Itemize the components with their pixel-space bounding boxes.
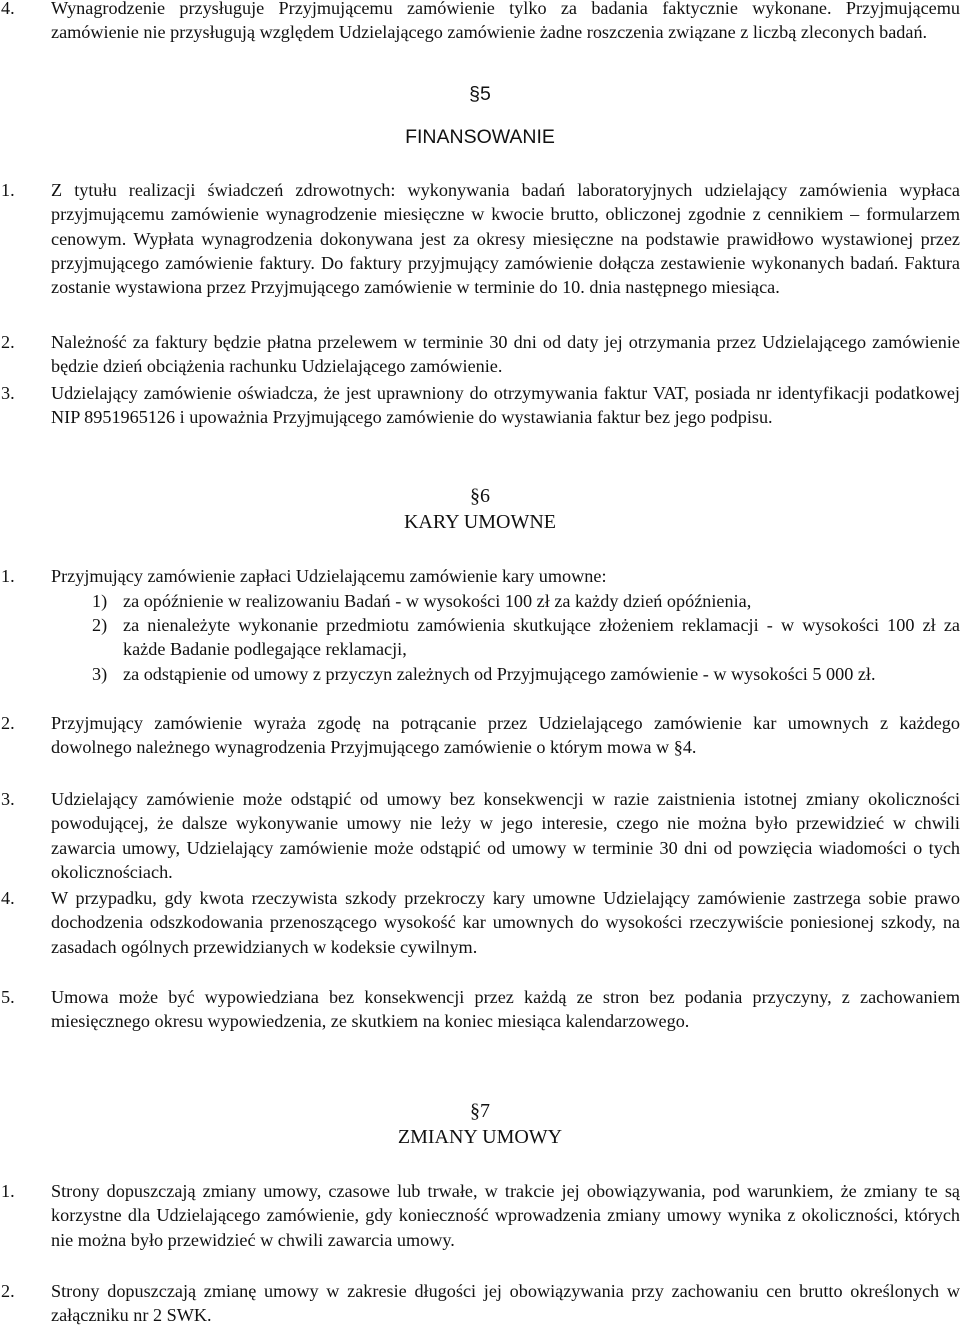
subitem-text: za odstąpienie od umowy z przyczyn zależnych od Przyjmującego zamówienie - w wysokości 5 000 zł. <box>123 664 876 684</box>
item-text: Przyjmujący zamówienie zapłaci Udzielającemu zamówienie kary umowne: <box>51 566 607 586</box>
item-text: Należność za faktury będzie płatna przelewem w terminie 30 dni od daty jej otrzymania przez Udzielającego zamówienie będzie dzień obciążenia rachunku Udzielającego zamówienie. <box>51 332 960 377</box>
section-mark-5: §5 <box>469 83 491 105</box>
item-text: Strony dopuszczają zmianę umowy w zakresie długości jej obowiązywania przy zachowaniu cen brutto określonych w załączniku nr 2 SWK. <box>51 1281 960 1326</box>
item-number: 5. <box>1 987 15 1007</box>
item-number: 4. <box>1 0 15 18</box>
item-number: 2. <box>1 1281 15 1301</box>
paragraph-s5-item2 <box>0 330 960 379</box>
item-number: 1. <box>1 180 15 200</box>
paragraph-s7-item2 <box>0 1279 960 1328</box>
item-text: Z tytułu realizacji świadczeń zdrowotnych: wykonywania badań laboratoryjnych udzielający zamówienia wypłaca przyjmującemu zamówienie wynagrodzenie miesięczne w kwocie brutto, obliczonej zgodnie z cennikiem – formularzem cenowym. Wypłata wynagrodzenia dokonywana jest za okresy miesięczne na podstawie prawidłowo wystawionej przez przyjmującego zamówienie faktury. Do faktury przyjmujący zamówienie dołącza zestawienie wykonanych badań. Faktura zostanie wystawiona przez Przyjmującego zamówienie w terminie do 10. dnia następnego miesiąca. <box>51 180 960 298</box>
section-title-6: KARY UMOWNE <box>403 511 557 533</box>
paragraph-s6-item2 <box>0 711 960 760</box>
section-mark-6: §6 <box>470 485 490 507</box>
paragraph-s5-item1 <box>0 178 960 299</box>
subitem-text: za nienależyte wykonanie przedmiotu zamówienia skutkujące złożeniem reklamacji - w wysokości 100 zł za każde Badanie podlegające reklamacji, <box>123 615 960 660</box>
paragraph-s7-item1 <box>0 1179 960 1252</box>
item-text: Wynagrodzenie przysługuje Przyjmującemu zamówienie tylko za badania faktycznie wykonane. Przyjmującemu zamówienie nie przysługują względem Udzielającego zamówienie żadne roszczenia związane z liczbą zleconych badań. <box>51 0 960 43</box>
subitem-text: za opóźnienie w realizowaniu Badań - w wysokości 100 zł za każdy dzień opóźnienia, <box>123 591 752 611</box>
item-number: 4. <box>1 888 15 908</box>
subitem-number: 1) <box>92 591 108 611</box>
item-text: W przypadku, gdy kwota rzeczywista szkody przekroczy kary umowne Udzielający zamówienie zastrzega sobie prawo dochodzenia odszkodowania przenoszącego wysokość kar umownych do wysokości rzeczywiście poniesionej szkody, na zasadach ogólnych przewidzianych w kodeksie cywilnym. <box>51 888 960 957</box>
paragraph-s6-item5 <box>0 985 960 1034</box>
subitem-number: 2) <box>92 615 108 635</box>
paragraph-s6-item3 <box>0 787 960 884</box>
section-mark-7: §7 <box>470 1100 490 1122</box>
item-number: 1. <box>1 1181 15 1201</box>
paragraph-s5-item3 <box>0 381 960 430</box>
item-text: Strony dopuszczają zmiany umowy, czasowe lub trwałe, w trakcie jej obowiązywania, pod warunkiem, że zmiany te są korzystne dla Udzielającego zamówienie, gdy konieczność wprowadzenia zmiany umowy wynika z okoliczności, których nie można było przewidzieć w chwili zawarcia umowy. <box>51 1181 960 1250</box>
item-number: 3. <box>1 789 15 809</box>
subitem-1 <box>92 589 960 613</box>
item-number: 1. <box>1 566 15 586</box>
paragraph-s6-item4 <box>0 886 960 959</box>
subitem-3 <box>92 662 960 686</box>
item-number: 2. <box>1 332 15 352</box>
item-number: 2. <box>1 713 15 733</box>
paragraph-s6-item1 <box>0 564 960 588</box>
item-text: Umowa może być wypowiedziana bez konsekwencji przez każdą ze stron bez podania przyczyny, z zachowaniem miesięcznego okresu wypowiedzenia, ze skutkiem na koniec miesiąca kalendarzowego. <box>51 987 960 1032</box>
section-title-5: FINANSOWANIE <box>405 126 555 148</box>
paragraph-s4-item4 <box>0 0 960 45</box>
item-text: Udzielający zamówienie może odstąpić od umowy bez konsekwencji w razie zaistnienia istotnej zmiany okoliczności powodującej, że dalsze wykonywanie umowy nie leży w jego interesie, czego nie można było przewidzieć w chwili zawarcia umowy, Udzielający zamówienie może odstąpić od umowy w terminie 30 dni od powzięcia wiadomości o tych okolicznościach. <box>51 789 960 882</box>
subitem-2 <box>92 613 960 662</box>
section-title-7: ZMIANY UMOWY <box>397 1126 563 1148</box>
item-text: Udzielający zamówienie oświadcza, że jest uprawniony do otrzymywania faktur VAT, posiada nr identyfikacji podatkowej NIP 8951965126 i upoważnia Przyjmującego zamówienie do wystawiania faktur bez jego podpisu. <box>51 383 960 428</box>
subitem-number: 3) <box>92 664 108 684</box>
item-text: Przyjmujący zamówienie wyraża zgodę na potrącanie przez Udzielającego zamówienie kar umownych z każdego dowolnego należnego wynagrodzenia Przyjmującego zamówienie o którym mowa w §4. <box>51 713 960 758</box>
item-number: 3. <box>1 383 15 403</box>
